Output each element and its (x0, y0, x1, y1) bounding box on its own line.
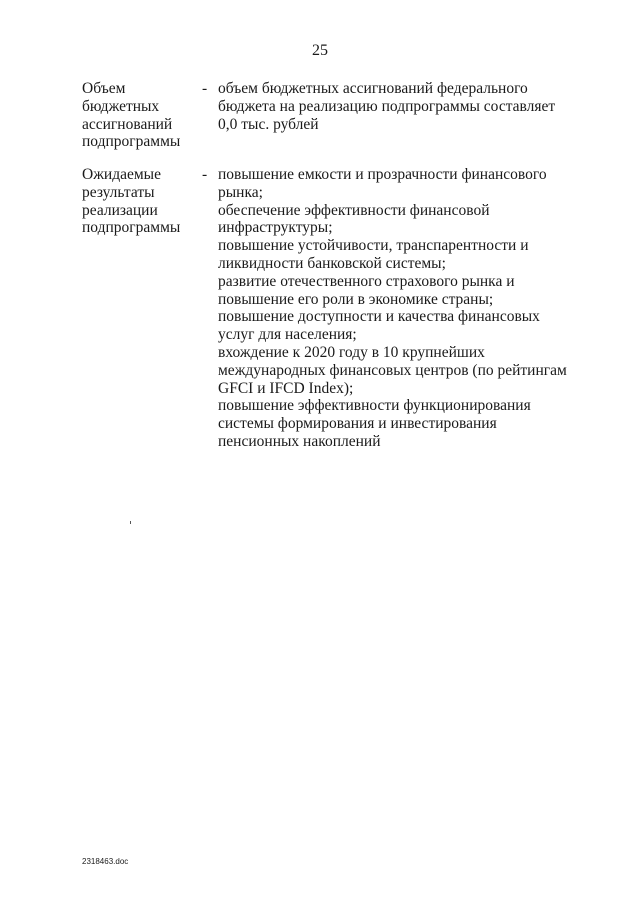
label-line: реализации (82, 201, 158, 219)
body-line: бюджета на реализацию подпрограммы составляет (218, 97, 556, 115)
section-body (218, 166, 582, 451)
label-line: бюджетных (82, 97, 160, 115)
body-line: международных финансовых центров (по рейтингам (218, 361, 567, 379)
body-line: услуг для населения; (218, 326, 357, 344)
body-line: 0,0 тыс. рублей (218, 115, 319, 133)
label-line: Ожидаемые (82, 166, 161, 183)
page-number: 25 (312, 42, 328, 59)
label-line: Объем (82, 80, 126, 97)
body-line: повышение доступности и качества финансовых (218, 308, 540, 326)
label-line: ассигнований (82, 115, 173, 133)
section-budget-allocations (82, 80, 582, 151)
body-line: GFCI и IFCD Index); (218, 379, 354, 397)
body-line: повышение эффективности функционирования (218, 397, 531, 415)
document-filename: 2318463.doc (82, 857, 129, 866)
body-line: ликвидности банковской системы; (218, 254, 446, 272)
body-line: повышение его роли в экономике страны; (218, 290, 494, 308)
body-line: развитие отечественного страхового рынка и (218, 272, 515, 290)
label-line: результаты (82, 183, 155, 201)
body-line: объем бюджетных ассигнований федерального (218, 80, 528, 97)
body-line: инфраструктуры; (218, 219, 333, 237)
body-line: пенсионных накоплений (218, 432, 381, 450)
list-dash: - (202, 166, 208, 183)
body-line: обеспечение эффективности финансовой (218, 201, 490, 219)
body-line: вхождение к 2020 году в 10 крупнейших (218, 343, 485, 361)
scan-speck (130, 521, 131, 524)
body-line: системы формирования и инвестирования (218, 415, 497, 433)
section-expected-results (82, 166, 582, 451)
section-label (82, 166, 202, 451)
label-line: подпрограммы (82, 133, 181, 151)
list-dash: - (202, 80, 208, 97)
section-label (82, 80, 202, 151)
body-line: повышение емкости и прозрачности финансового (218, 166, 547, 183)
section-body (218, 80, 582, 151)
body-line: повышение устойчивости, транспарентности и (218, 237, 529, 255)
label-line: подпрограммы (82, 219, 181, 237)
body-line: рынка; (218, 183, 263, 201)
